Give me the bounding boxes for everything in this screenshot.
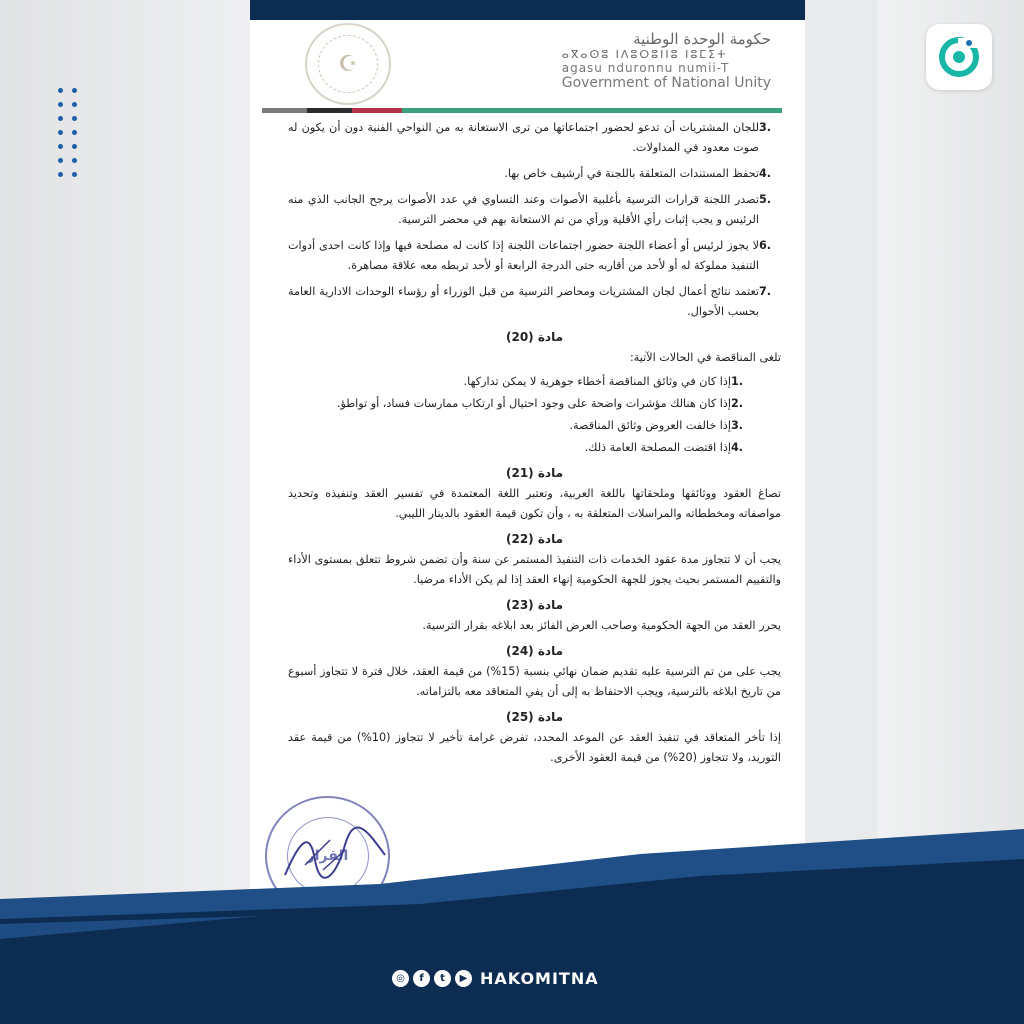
list-item: 4. إذا اقتضت المصلحة العامة ذلك. xyxy=(584,441,744,454)
article-20-intro: تلغى المناقصة في الحالات الآتية: xyxy=(629,351,781,364)
logo-mark-icon xyxy=(936,34,982,80)
list-item: 2. إذا كان هنالك مؤشرات واضحة على وجود احتيال أو ارتكاب ممارسات فساد، أو تواطؤ. xyxy=(336,397,744,410)
gov-amazigh-title: agasu nduronnu numii-T xyxy=(561,61,730,75)
article-21-text: تصاغ العقود ووثائقها وملحقاتها باللغة العربية، وتعتبر اللغة المعتمدة في تفسير العقد وتنفيذه وتحديد مواصفاته ومخططاته والمراسلات المتعلقة به ، وأن تكون قيمة العقود بالدينار الليبي. xyxy=(288,487,781,520)
decorative-dots-left xyxy=(58,88,78,177)
hakomitna-logo xyxy=(926,24,992,90)
list-item: 5. تصدر اللجنة قرارات الترسية بأغلبية الأصوات وعند التساوي في عدد الأصوات يرجح الجانب الذي منه الرئيس و يجب إثبات رأي الأقلية ورأي من تم الاستعانة بهم في محضر الترسية. xyxy=(288,193,772,226)
crescent-star-icon: ☪ xyxy=(318,35,378,93)
article-21-title: مادة (21) xyxy=(505,466,564,480)
gov-arabic-title: حكومة الوحدة الوطنية xyxy=(633,30,771,48)
government-seal xyxy=(305,23,391,105)
list-item: 3. إذا خالفت العروض وثائق المناقصة. xyxy=(569,419,744,432)
article-23-text: يحرر العقد من الجهة الحكومية وصاحب العرض الفائز بعد ابلاغه بقرار الترسية. xyxy=(422,619,781,632)
article-25-text: إذا تأخر المتعاقد في تنفيذ العقد عن الموعد المحدد، تفرض غرامة تأخير لا تتجاوز (10%) من قيمة عقد التوريد، ولا تتجاوز (20%) من قيمة العقود الأخرى. xyxy=(288,731,781,764)
gov-english-title: Government of National Unity xyxy=(561,75,771,91)
document-body xyxy=(288,118,781,772)
stamp-label: القرار xyxy=(287,817,369,895)
footer-brand xyxy=(392,969,599,988)
list-item: 1. إذا كان في وثائق المناقصة أخطاء جوهرية لا يمكن تداركها. xyxy=(463,375,744,388)
article-25-title: مادة (25) xyxy=(505,710,564,724)
twitter-icon[interactable]: t xyxy=(434,970,451,987)
article-23-title: مادة (23) xyxy=(505,598,564,612)
article-22-title: مادة (22) xyxy=(505,532,564,546)
list-item: 3. للجان المشتريات أن تدعو لحضور اجتماعاتها من ترى الاستعانة به من النواحي الفنية دون أن يكون له صوت معدود في المداولات. xyxy=(288,121,772,154)
article-20-list xyxy=(288,372,781,458)
article-20-title: مادة (20) xyxy=(505,330,564,344)
document-top-band xyxy=(250,0,805,20)
article-24-text: يجب على من تم الترسية عليه تقديم ضمان نهائي بنسبة (15%) من قيمة العقد، خلال فترة لا تتجاوز أسبوع من تاريخ ابلاغه بالترسية، ويجب الاحتفاظ به إلى أن يفي المتعاقد معه بالتزاماته. xyxy=(288,665,782,698)
header-color-stripe xyxy=(262,108,782,113)
list-item: 4. تحفظ المستندات المتعلقة باللجنة في أرشيف خاص بها. xyxy=(504,167,772,180)
instagram-icon[interactable]: ◎ xyxy=(392,970,409,987)
youtube-icon[interactable]: ▶ xyxy=(455,970,472,987)
brand-name: HAKOMITNA xyxy=(480,969,599,988)
gov-tifinagh-title: ⴰⴳⴰⵙⵓ ⵏⴷⵓⵔⵓⵏⵏⵓ ⵏⵓⵎⵉⵜ xyxy=(561,48,728,61)
article-24-title: مادة (24) xyxy=(505,644,564,658)
list-item: 6. لا يجوز لرئيس أو أعضاء اللجنة حضور اجتماعات اللجنة إذا كانت له مصلحة فيها وإذا كانت احدى أدوات التنفيذ مملوكة له أو لأحد من أقاربه حتى الدرجة الرابعة أو لأحد تربطه معه علاقة مصاهرة. xyxy=(288,239,772,272)
facebook-icon[interactable]: f xyxy=(413,970,430,987)
footer-wave xyxy=(0,804,1024,1024)
list-item: 7. تعتمد نتائج أعمال لجان المشتريات ومحاضر الترسية من قبل الوزراء أو رؤساء الوحدات الادارية العامة بحسب الأحوال. xyxy=(288,285,772,318)
article-22-text: يجب أن لا تتجاوز مدة عقود الخدمات ذات التنفيذ المستمر عن سنة وأن تضمن شروط تتعلق بمستوى الأداء والتقييم المستمر بحيث يجوز للجهة الحكومية إنهاء العقد إذا لم يكن الأداء مرضيا. xyxy=(288,553,781,586)
government-header xyxy=(562,30,771,91)
